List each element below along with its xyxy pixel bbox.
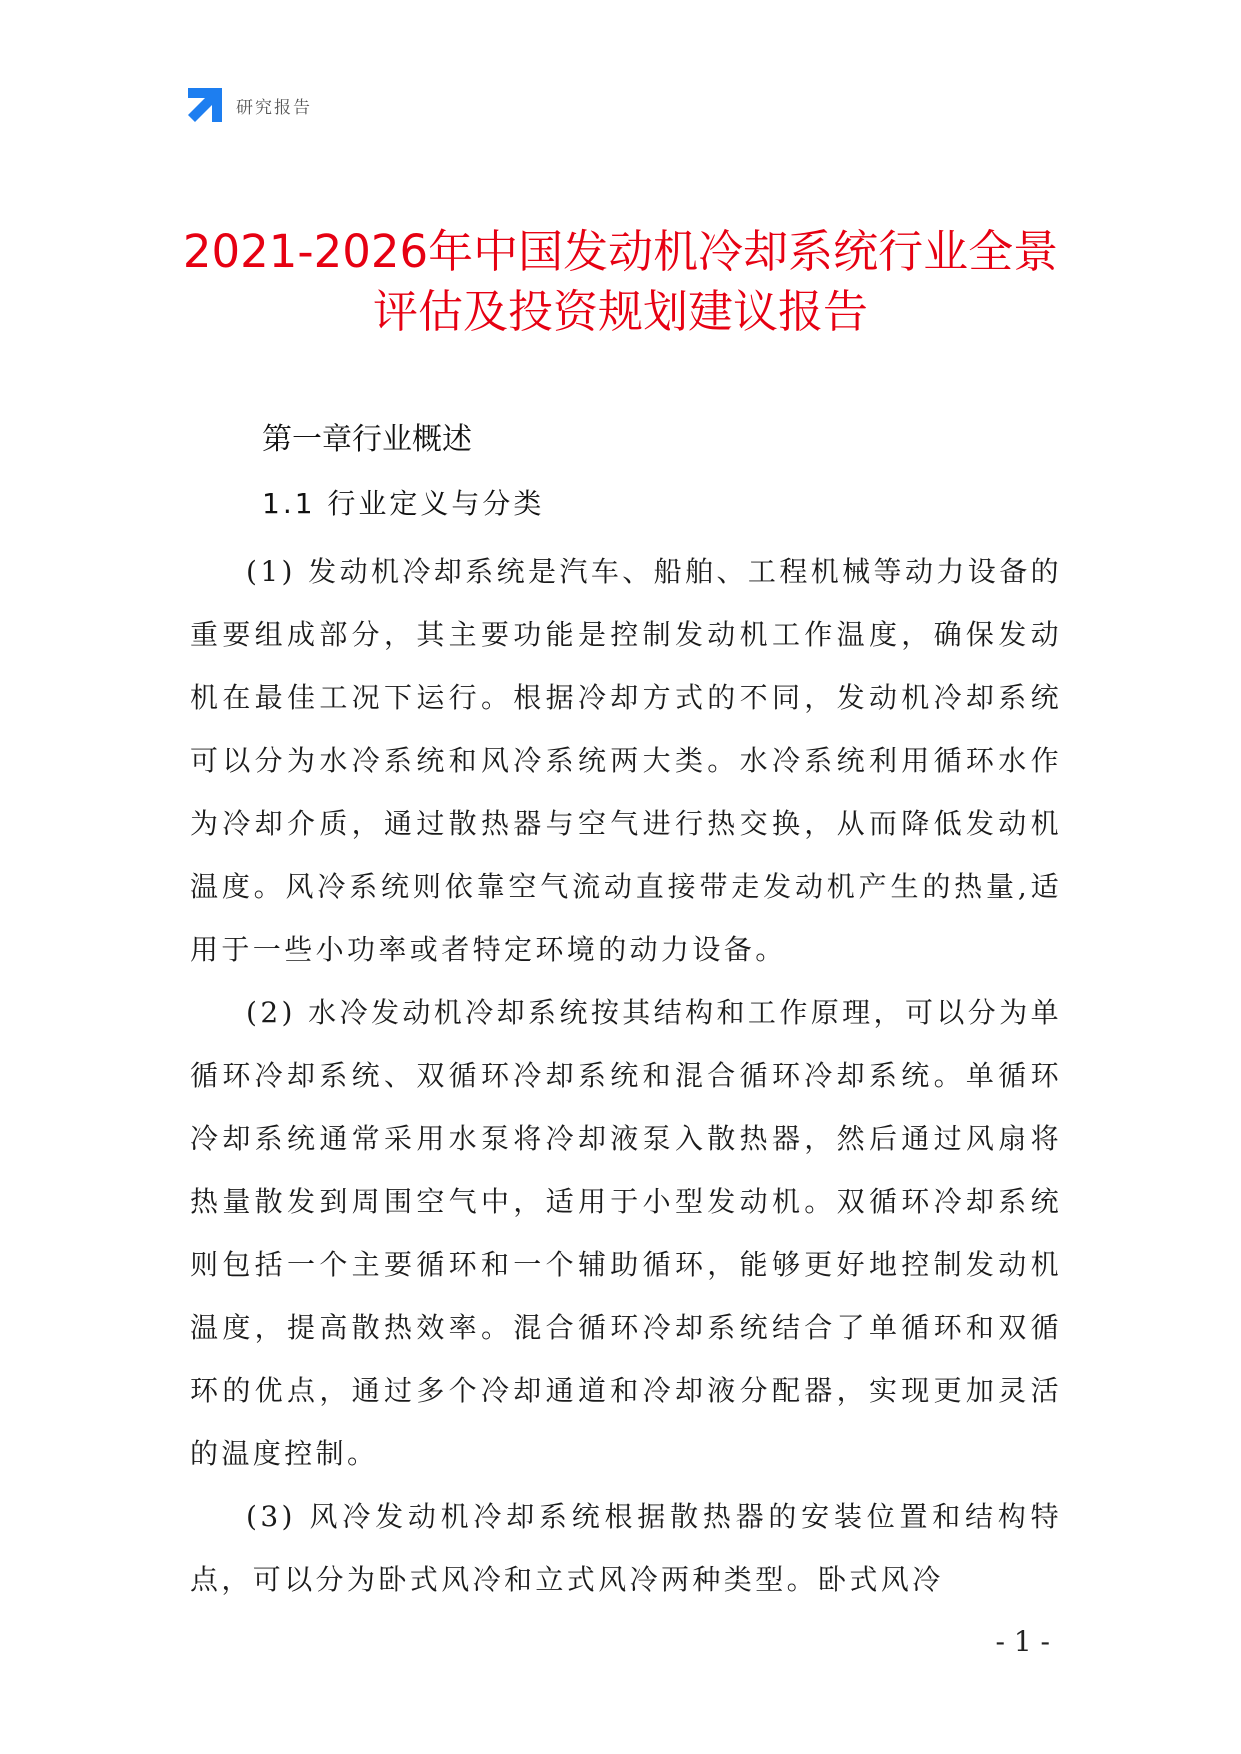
paragraph: (1) 发动机冷却系统是汽车、船舶、工程机械等动力设备的重要组成部分，其主要功能是控制发动机工作温度，确保发动机在最佳工况下运行。根据冷却方式的不同，发动机冷却系统可以分为水冷系统和风冷系统两大类。水冷系统利用循环水作为冷却介质，通过散热器与空气进行热交换，从而降低发动机温度。风冷系统则依靠空气流动直接带走发动机产生的热量,适用于一些小功率或者特定环境的动力设备。 [190, 555, 1062, 966]
section-heading: 1.1 行业定义与分类 [262, 487, 545, 520]
arrow-logo-icon [188, 88, 222, 122]
paragraph: (3) 风冷发动机冷却系统根据散热器的安装位置和结构特点，可以分为卧式风冷和立式风冷两种类型。卧式风冷 [190, 1500, 1062, 1596]
report-title: 2021-2026年中国发动机冷却系统行业全景评估及投资规划建议报告 [182, 225, 1059, 338]
paragraph: (2) 水冷发动机冷却系统按其结构和工作原理，可以分为单循环冷却系统、双循环冷却系统和混合循环冷却系统。单循环冷却系统通常采用水泵将冷却液泵入散热器，然后通过风扇将热量散发到周围空气中，适用于小型发动机。双循环冷却系统则包括一个主要循环和一个辅助循环，能够更好地控制发动机温度，提高散热效率。混合循环冷却系统结合了单循环和双循环的优点，通过多个冷却通道和冷却液分配器，实现更加灵活的温度控制。 [190, 996, 1062, 1470]
page-number: - 1 - [995, 1625, 1050, 1658]
report-header [188, 88, 312, 122]
chapter-heading: 第一章行业概述 [262, 422, 472, 457]
header-label: 研究报告 [236, 97, 312, 118]
body-text [190, 540, 1062, 1611]
